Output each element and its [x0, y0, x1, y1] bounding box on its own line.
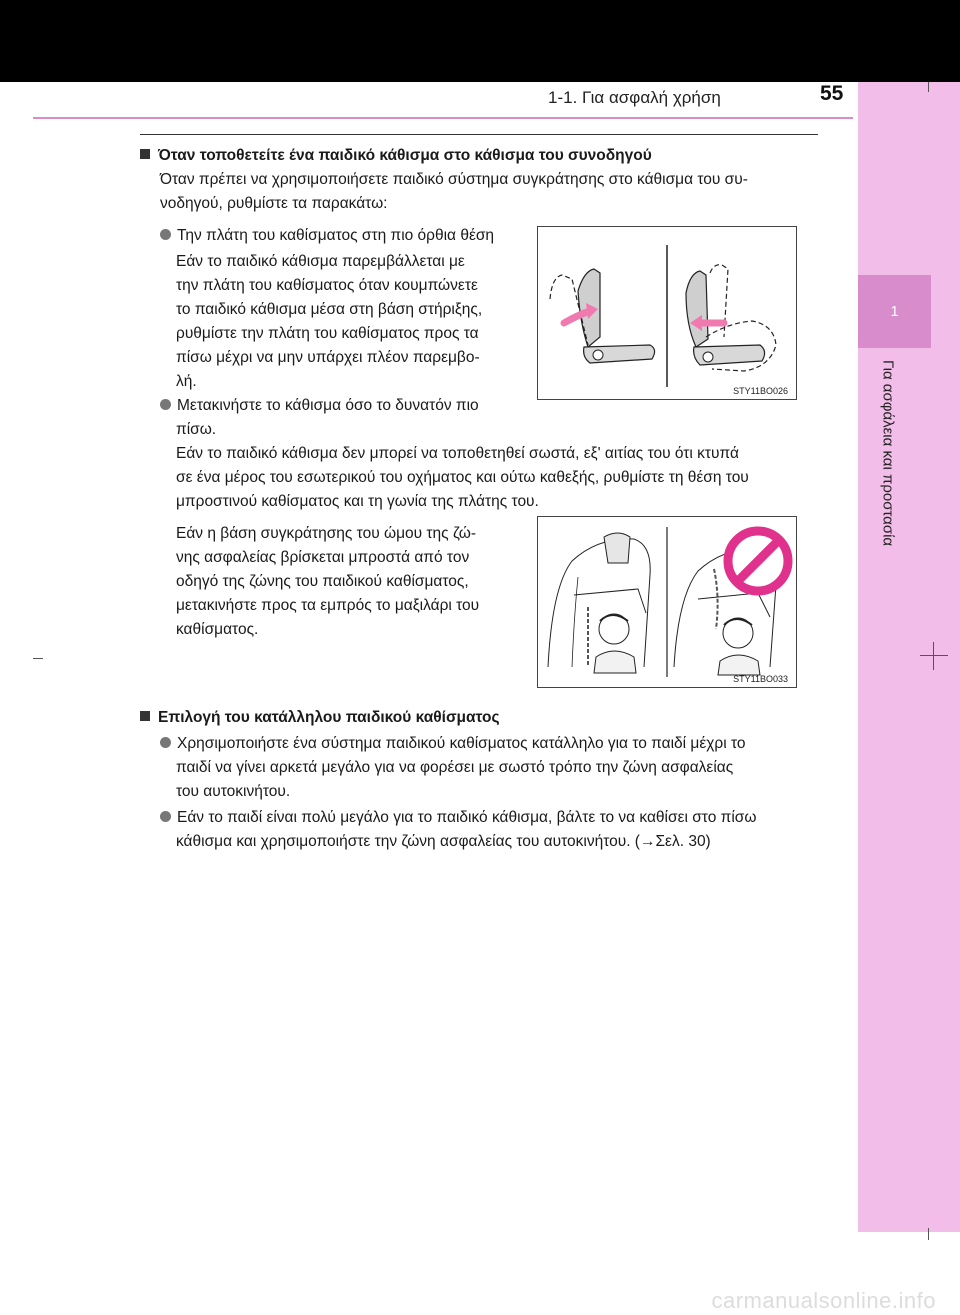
bullet-seatback-line: την πλάτη του καθίσματος όταν κουμπώνετε — [176, 277, 478, 294]
bullet-seatback-line: το παιδικό κάθισμα μέσα στη βάση στήριξης, — [176, 301, 483, 318]
section1-heading: Όταν τοποθετείτε ένα παιδικό κάθισμα στο κάθισμα του συνοδηγού — [158, 147, 652, 164]
page-number: 55 — [820, 82, 844, 105]
bullet-move-extra: μπροστινού καθίσματος και τη γωνία της πλάτης του. — [176, 493, 539, 510]
shoulder-anchor-line: μετακινήστε προς τα εμπρός το μαξιλάρι του — [176, 597, 480, 614]
figure-seatback-adjust — [537, 226, 797, 400]
crop-mark — [928, 82, 929, 92]
chapter-title: Για ασφάλεια και προστασία — [879, 360, 897, 547]
crop-mark — [928, 1228, 929, 1240]
shoulder-anchor-line: νης ασφαλείας βρίσκεται μπροστά από τον — [176, 549, 470, 566]
section-title: 1-1. Για ασφαλή χρήση — [548, 88, 721, 107]
section2-bullet1-row — [160, 732, 745, 756]
watermark: carmanualsonline.info — [711, 1288, 936, 1313]
bullet-move-row — [160, 394, 479, 418]
header-rule — [33, 117, 853, 119]
section2-heading-row — [140, 706, 500, 730]
bullet-seatback-row — [160, 224, 494, 248]
section2-bullet1-line: Χρησιμοποιήστε ένα σύστημα παιδικού καθίσματος κατάλληλο για το παιδί μέχρι το — [177, 735, 746, 752]
shoulder-anchor-line: οδηγό της ζώνης του παιδικού καθίσματος, — [176, 573, 469, 590]
bullet-move-extra: Εάν το παιδικό κάθισμα δεν μπορεί να τοποθετηθεί σωστά, εξ' αιτίας του ότι κτυπά — [176, 445, 739, 462]
section1-heading-row — [140, 144, 652, 168]
figure-shoulder-anchor — [537, 516, 797, 688]
section2-bullet2-line: κάθισμα και χρησιμοποιήστε την ζώνη ασφαλείας του αυτοκινήτου. (→Σελ. 30) — [176, 833, 711, 850]
bullet-dot-icon — [160, 399, 171, 410]
bullet-seatback-line: ρυθμίστε την πλάτη του καθίσματος προς τα — [176, 325, 479, 342]
bullet-seatback-line: λή. — [176, 373, 197, 390]
square-bullet-icon — [140, 149, 150, 159]
bullet-dot-icon — [160, 737, 171, 748]
top-black-bar — [0, 0, 960, 82]
section2-heading: Επιλογή του κατάλληλου παιδικού καθίσματος — [158, 709, 500, 726]
section2-bullet1-line: παιδί να γίνει αρκετά μεγάλο για να φορέσει με σωστό τρόπο την ζώνη ασφαλείας — [176, 759, 734, 776]
section2-bullet2-row — [160, 806, 756, 830]
bullet-move-line2: πίσω. — [176, 421, 217, 438]
section1-intro-2: νοδηγού, ρυθμίστε τα παρακάτω: — [160, 195, 388, 212]
seatback-adjust-illustration — [538, 227, 796, 399]
bullet-seatback-title: Την πλάτη του καθίσματος στη πιο όρθια θέση — [177, 227, 495, 244]
figure-code: STY11BO033 — [733, 674, 788, 684]
bullet-seatback-line: Εάν το παιδικό κάθισμα παρεμβάλλεται με — [176, 253, 465, 270]
shoulder-anchor-illustration — [538, 517, 796, 687]
bullet-dot-icon — [160, 229, 171, 240]
figure-code: STY11BO026 — [733, 386, 788, 396]
section2-bullet2-line: Εάν το παιδί είναι πολύ μεγάλο για το παιδικό κάθισμα, βάλτε το να καθίσει στο πίσω — [177, 809, 757, 826]
chapter-sidebar — [858, 82, 960, 1232]
crop-mark — [920, 655, 948, 656]
content-rule — [140, 134, 818, 135]
section1-intro-1: Όταν πρέπει να χρησιμοποιήσετε παιδικό σύστημα συγκράτησης στο κάθισμα του συ- — [160, 171, 748, 188]
shoulder-anchor-line: καθίσματος. — [176, 621, 259, 638]
crop-mark — [33, 658, 43, 659]
square-bullet-icon — [140, 711, 150, 721]
crop-mark — [933, 642, 934, 670]
shoulder-anchor-line: Εάν η βάση συγκράτησης του ώμου της ζώ- — [176, 525, 477, 542]
bullet-dot-icon — [160, 811, 171, 822]
bullet-move-extra: σε ένα μέρος του εσωτερικού του οχήματος και ούτω καθεξής, ρυθμίστε τη θέση του — [176, 469, 749, 486]
section2-bullet1-line: του αυτοκινήτου. — [176, 783, 291, 800]
chapter-number-tab[interactable]: 1 — [858, 275, 931, 348]
bullet-seatback-line: πίσω μέχρι να μην υπάρχει πλέον παρεμβο- — [176, 349, 480, 366]
bullet-move-line1: Μετακινήστε το κάθισμα όσο το δυνατόν πιο — [177, 397, 479, 414]
